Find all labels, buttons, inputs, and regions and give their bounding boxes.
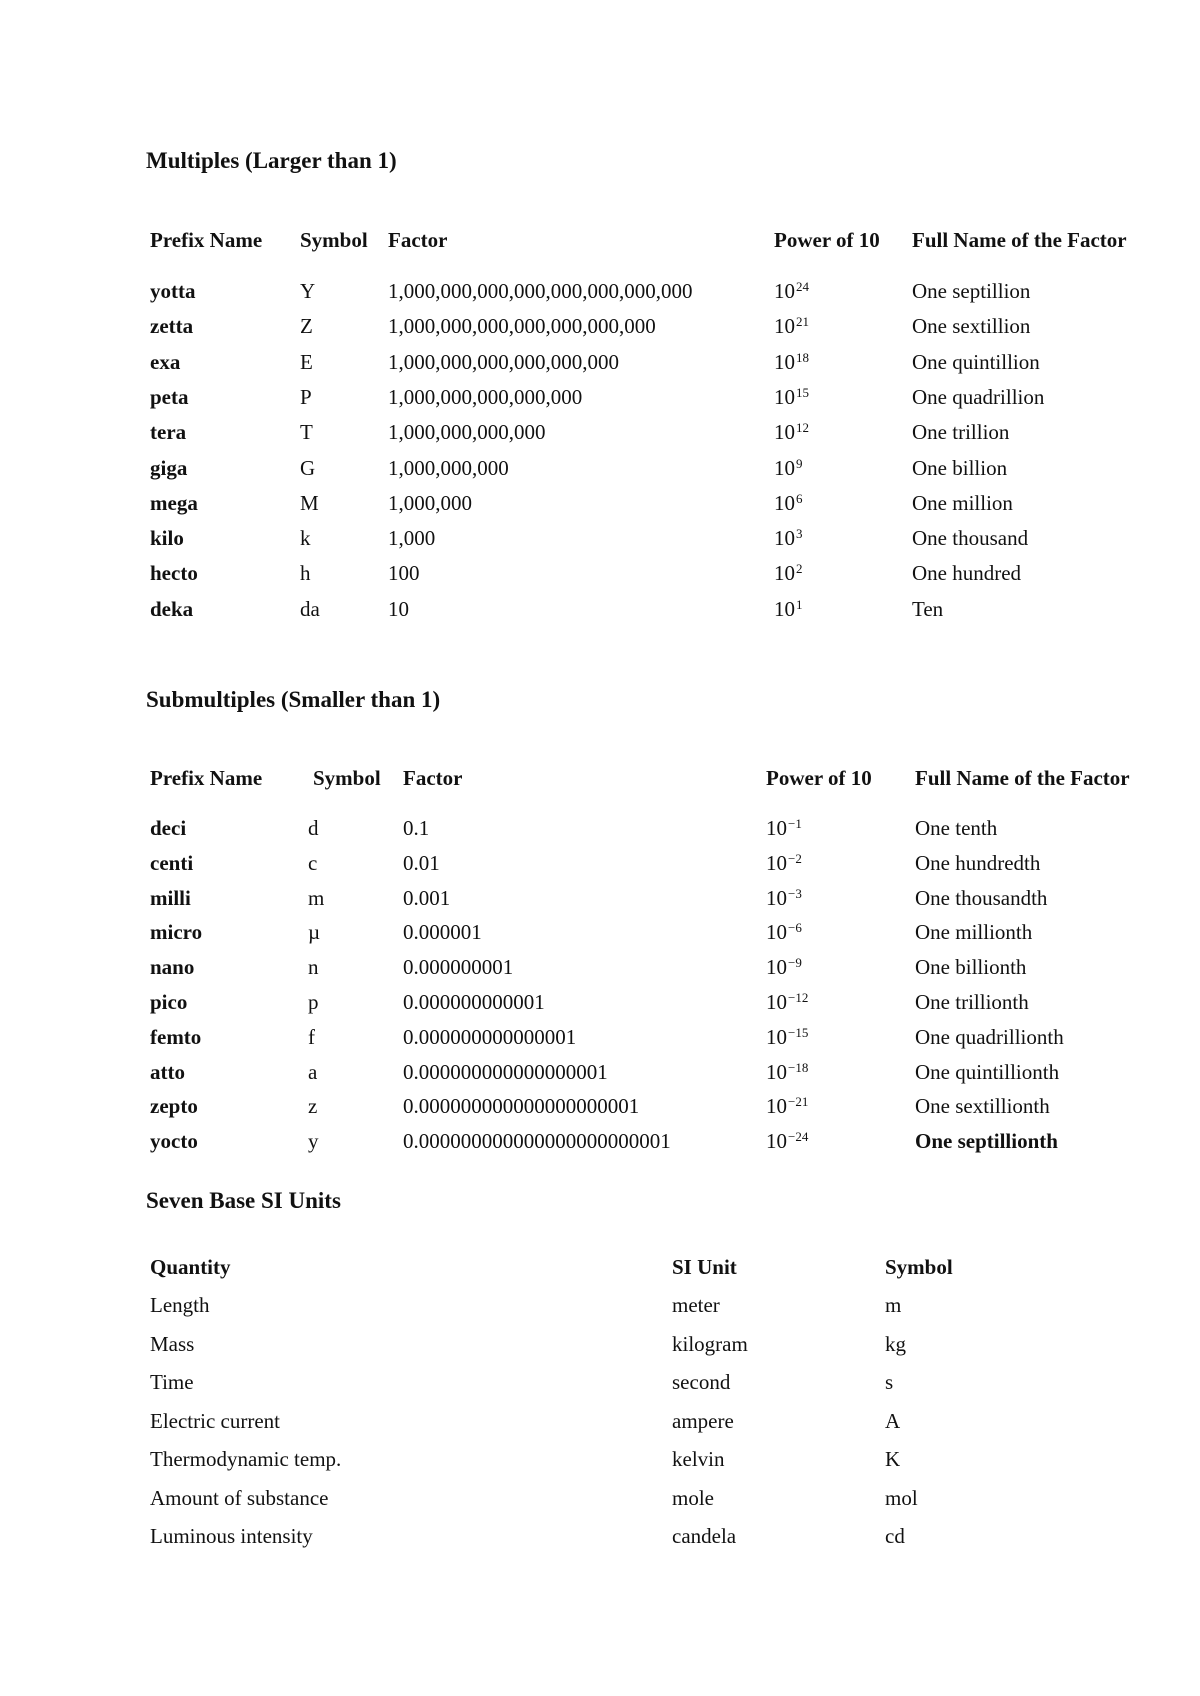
prefix-name: peta [150,384,189,409]
table-row [0,987,1200,1017]
si-unit-name: kelvin [672,1447,725,1471]
prefix-symbol: P [300,384,312,409]
power-exponent: 9 [796,455,803,471]
power-of-10 [774,311,809,344]
si-unit-name: second [672,1370,731,1394]
factor-full-name: One quadrillionth [915,1024,1064,1049]
factor-value: 0.000000001 [403,955,514,980]
factor-value: 0.000000000000000000000001 [403,1129,671,1154]
si-unit-symbol: K [885,1447,901,1471]
header-power-of-10: Power of 10 [766,766,872,790]
prefix-symbol: p [308,990,319,1014]
si-unit-symbol: kg [885,1331,906,1356]
power-of-10 [766,952,802,985]
power-of-10 [774,417,809,450]
header-si-unit: SI Unit [672,1255,737,1279]
table-row [0,952,1200,982]
header-symbol: Symbol [313,766,381,790]
prefix-name: giga [150,455,188,480]
header-quantity: Quantity [150,1255,231,1279]
table-row [0,848,1200,878]
table-row [0,347,1200,377]
factor-full-name: One septillion [912,279,1031,303]
prefix-name: yotta [150,279,196,303]
prefix-name: deci [150,816,187,840]
header-unit-symbol: Symbol [885,1255,953,1279]
power-base: 10 [774,279,795,303]
prefix-symbol: Z [300,314,313,339]
prefix-symbol: h [300,561,311,586]
factor-value: 100 [388,561,420,586]
factor-value: 1,000,000,000,000,000,000 [388,349,619,374]
prefix-name: zetta [150,314,194,339]
prefix-symbol: z [308,1094,318,1119]
power-exponent: −18 [788,1059,809,1075]
submultiples-header-row [0,763,1200,793]
power-exponent: 24 [796,279,809,294]
power-of-10 [766,883,802,916]
factor-value: 1,000,000,000,000,000,000,000,000 [388,279,693,303]
power-base: 10 [774,384,795,409]
power-base: 10 [774,490,795,515]
power-base: 10 [766,1094,787,1119]
header-factor: Factor [388,228,448,252]
power-exponent: 12 [796,420,809,436]
power-base: 10 [766,885,787,910]
power-exponent: −2 [788,850,802,866]
power-of-10 [774,382,809,415]
base-units-header-row [0,1252,1200,1282]
si-unit-symbol: m [885,1293,902,1317]
prefix-name: hecto [150,561,198,586]
power-of-10 [766,917,802,950]
prefix-name: micro [150,920,203,945]
factor-value: 0.1 [403,816,430,840]
quantity-name: Thermodynamic temp. [150,1447,342,1471]
power-exponent: 21 [796,314,809,330]
si-unit-symbol: s [885,1370,894,1394]
factor-full-name: One quadrillion [912,384,1045,409]
prefix-name: zepto [150,1094,198,1119]
factor-full-name: One sextillion [912,314,1031,339]
prefix-symbol: M [300,490,319,515]
prefix-name: exa [150,349,181,374]
power-exponent: −6 [788,920,802,936]
factor-full-name: One millionth [915,920,1033,945]
prefix-name: centi [150,850,194,875]
prefix-name: atto [150,1059,185,1084]
power-exponent: 18 [796,349,809,365]
power-exponent: 6 [796,490,803,506]
factor-full-name: One quintillion [912,349,1040,374]
power-exponent: 3 [796,526,803,542]
power-of-10 [766,848,802,881]
prefix-name: kilo [150,526,184,551]
power-of-10 [766,1022,808,1055]
power-exponent: −1 [788,816,802,831]
table-row [0,1483,1200,1513]
prefix-symbol: a [308,1059,318,1084]
prefix-symbol: y [308,1129,319,1154]
si-unit-name: kilogram [672,1331,748,1356]
power-of-10 [766,813,802,846]
table-row [0,1367,1200,1397]
table-row [0,1406,1200,1436]
header-full-name: Full Name of the Factor [912,228,1127,252]
si-unit-symbol: cd [885,1524,905,1548]
prefix-symbol: E [300,349,313,374]
power-base: 10 [766,850,787,875]
factor-value: 1,000,000,000,000,000 [388,384,583,409]
power-of-10 [766,1126,808,1159]
factor-full-name: One thousand [912,526,1029,551]
table-row [0,883,1200,913]
quantity-name: Length [150,1293,210,1317]
header-power-of-10: Power of 10 [774,228,880,252]
prefix-name: femto [150,1024,202,1049]
si-unit-name: meter [672,1293,720,1317]
power-exponent: 1 [796,596,803,612]
prefix-symbol: k [300,526,311,551]
factor-full-name: One tenth [915,816,998,840]
factor-value: 0.000001 [403,920,482,945]
prefix-symbol: n [308,955,319,980]
si-unit-name: ampere [672,1408,734,1433]
factor-value: 0.000000000000000000001 [403,1094,640,1119]
table-row [0,813,1200,843]
prefix-name: pico [150,990,188,1014]
table-row [0,1290,1200,1320]
prefix-name: tera [150,420,187,445]
prefix-symbol: f [308,1024,315,1049]
factor-value: 10 [388,596,409,621]
quantity-name: Time [150,1370,194,1394]
factor-full-name: One septillionth [915,1129,1058,1154]
factor-full-name: One trillionth [915,990,1029,1014]
table-row [0,523,1200,553]
header-prefix-name: Prefix Name [150,228,263,252]
factor-full-name: One million [912,490,1013,515]
table-row [0,1521,1200,1551]
table-row [0,594,1200,624]
power-of-10 [766,1057,808,1090]
prefix-symbol: da [300,596,320,621]
power-base: 10 [774,420,795,445]
prefix-symbol: c [308,850,318,875]
prefix-symbol: T [300,420,313,445]
quantity-name: Mass [150,1331,195,1356]
header-full-name: Full Name of the Factor [915,766,1130,790]
factor-full-name: One billionth [915,955,1027,980]
factor-value: 1,000,000 [388,490,472,515]
power-of-10 [766,1091,808,1124]
table-row [0,276,1200,306]
header-factor: Factor [403,766,463,790]
power-exponent: −9 [788,955,802,971]
power-of-10 [766,987,808,1020]
power-exponent: −21 [788,1094,809,1110]
si-unit-symbol: A [885,1408,901,1433]
power-base: 10 [774,561,795,586]
table-row [0,382,1200,412]
prefix-symbol: Y [300,279,316,303]
power-of-10 [774,347,809,380]
power-base: 10 [766,920,787,945]
header-prefix-name: Prefix Name [150,766,263,790]
factor-value: 1,000 [388,526,436,551]
power-base: 10 [774,596,795,621]
power-of-10 [774,523,803,556]
power-of-10 [774,488,803,521]
power-of-10 [774,453,803,486]
factor-value: 0.000000000000001 [403,1024,577,1049]
si-unit-symbol: mol [885,1485,918,1510]
power-base: 10 [774,455,795,480]
base-units-title: Seven Base SI Units [146,1188,341,1213]
factor-full-name: One hundred [912,561,1022,586]
multiples-title: Multiples (Larger than 1) [146,148,397,173]
factor-value: 0.000000000001 [403,990,545,1014]
power-base: 10 [774,349,795,374]
factor-value: 1,000,000,000,000,000,000,000 [388,314,656,339]
table-row [0,453,1200,483]
factor-value: 0.01 [403,850,440,875]
power-base: 10 [766,1059,787,1084]
table-row [0,1126,1200,1156]
multiples-header-row [0,225,1200,255]
factor-full-name: One quintillionth [915,1059,1060,1084]
table-row [0,488,1200,518]
factor-value: 0.001 [403,885,451,910]
prefix-symbol: µ [308,920,321,945]
quantity-name: Amount of substance [150,1485,329,1510]
factor-full-name: One thousandth [915,885,1048,910]
table-row [0,1329,1200,1359]
header-symbol: Symbol [300,228,368,252]
prefix-symbol: m [308,885,325,910]
power-base: 10 [774,314,795,339]
power-base: 10 [766,955,787,980]
power-exponent: −12 [788,990,809,1005]
factor-full-name: One sextillionth [915,1094,1050,1119]
power-of-10 [774,276,809,309]
power-base: 10 [774,526,795,551]
submultiples-title: Submultiples (Smaller than 1) [146,687,441,712]
prefix-symbol: d [308,816,319,840]
power-base: 10 [766,816,787,840]
factor-full-name: One hundredth [915,850,1041,875]
quantity-name: Electric current [150,1408,280,1433]
table-row [0,417,1200,447]
table-row [0,311,1200,341]
power-of-10 [774,594,803,627]
factor-full-name: One billion [912,455,1008,480]
power-base: 10 [766,1129,787,1154]
prefix-symbol: G [300,455,316,480]
table-row [0,1091,1200,1121]
table-row [0,1022,1200,1052]
table-row [0,1444,1200,1474]
table-row [0,558,1200,588]
factor-value: 1,000,000,000 [388,455,509,480]
power-exponent: −3 [788,885,802,901]
prefix-name: mega [150,490,198,515]
power-exponent: −15 [788,1024,809,1040]
power-exponent: 15 [796,384,809,400]
prefix-name: milli [150,885,191,910]
si-unit-name: candela [672,1524,737,1548]
table-row [0,917,1200,947]
table-row [0,1057,1200,1087]
prefix-name: yocto [150,1129,198,1154]
power-base: 10 [766,1024,787,1049]
quantity-name: Luminous intensity [150,1524,313,1548]
factor-full-name: Ten [912,596,944,621]
power-base: 10 [766,990,787,1014]
power-exponent: 2 [796,561,803,577]
factor-value: 1,000,000,000,000 [388,420,546,445]
factor-full-name: One trillion [912,420,1010,445]
prefix-name: deka [150,596,194,621]
factor-value: 0.000000000000000001 [403,1059,608,1084]
prefix-name: nano [150,955,195,980]
power-exponent: −24 [788,1129,809,1145]
si-unit-name: mole [672,1485,714,1510]
power-of-10 [774,558,803,591]
